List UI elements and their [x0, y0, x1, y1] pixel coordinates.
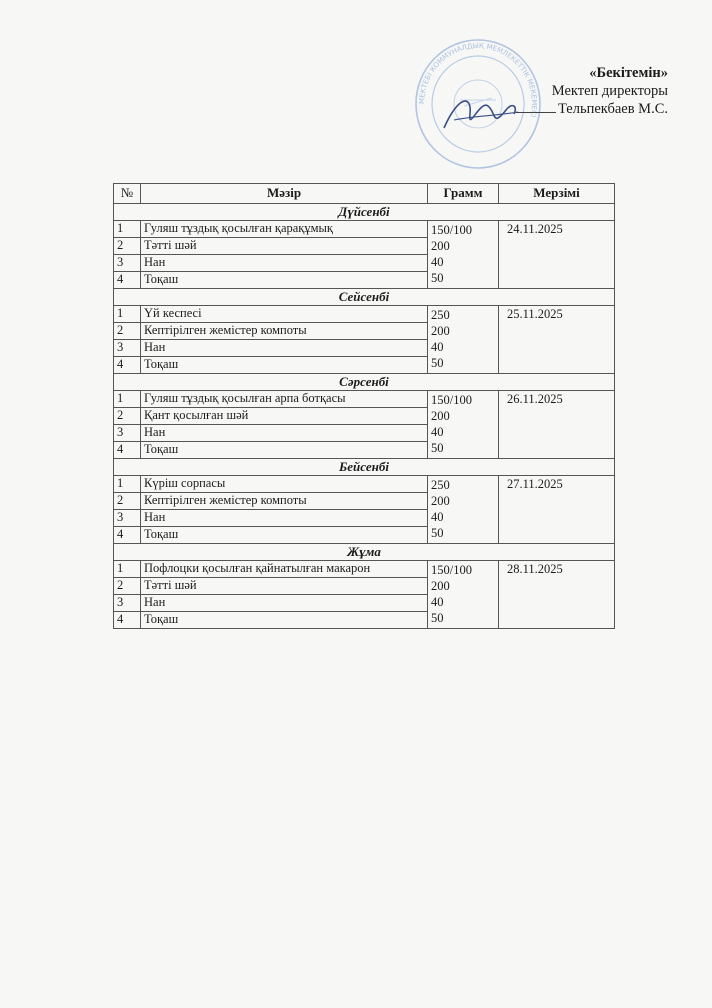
dish-name: Тәтті шәй [141, 238, 428, 255]
item-number: 2 [114, 323, 141, 340]
item-number: 3 [114, 340, 141, 357]
item-number: 4 [114, 527, 141, 544]
dish-name: Тоқаш [141, 527, 428, 544]
grams-value: 200 [431, 239, 450, 253]
grams-value: 40 [431, 340, 444, 354]
table-row [114, 391, 615, 408]
dish-name: Нан [141, 510, 428, 527]
grams-value: 250 [431, 478, 450, 492]
grams-value: 250 [431, 308, 450, 322]
dish-name: Нан [141, 340, 428, 357]
grams-value: 50 [431, 526, 444, 540]
dish-name: Гуляш тұздық қосылған қарақұмық [141, 221, 428, 238]
item-number: 4 [114, 272, 141, 289]
approval-position: Мектеп директоры [551, 83, 668, 99]
date-cell: 24.11.2025 [499, 221, 615, 289]
item-number: 2 [114, 408, 141, 425]
day-name: Бейсенбі [114, 459, 615, 476]
menu-body [114, 204, 615, 629]
item-number: 4 [114, 612, 141, 629]
grams-value: 200 [431, 494, 450, 508]
item-number: 1 [114, 561, 141, 578]
date-cell: 27.11.2025 [499, 476, 615, 544]
day-row [114, 459, 615, 476]
dish-name: Тәтті шәй [141, 578, 428, 595]
grams-value: 40 [431, 255, 444, 269]
dish-name: Тоқаш [141, 442, 428, 459]
grams-value: 150/100 [431, 223, 472, 237]
grams-value: 50 [431, 611, 444, 625]
grams-value: 200 [431, 409, 450, 423]
grams-value: 40 [431, 595, 444, 609]
dish-name: Гуляш тұздық қосылған арпа ботқасы [141, 391, 428, 408]
dish-name: Пофлоцки қосылған қайнатылған макарон [141, 561, 428, 578]
approval-signature-line [516, 100, 668, 118]
dish-name: Нан [141, 255, 428, 272]
item-number: 1 [114, 476, 141, 493]
dish-name: Тоқаш [141, 357, 428, 374]
day-name: Дүйсенбі [114, 204, 615, 221]
table-row [114, 561, 615, 578]
table-row [114, 306, 615, 323]
grams-value: 150/100 [431, 393, 472, 407]
dish-name: Күріш сорпасы [141, 476, 428, 493]
menu-table [113, 183, 615, 629]
approval-block [516, 64, 668, 118]
item-number: 3 [114, 425, 141, 442]
item-number: 1 [114, 391, 141, 408]
date-cell: 28.11.2025 [499, 561, 615, 629]
item-number: 3 [114, 255, 141, 272]
day-name: Сәрсенбі [114, 374, 615, 391]
dish-name: Үй кеспесі [141, 306, 428, 323]
header-row [114, 184, 615, 204]
grams-value: 200 [431, 324, 450, 338]
item-number: 4 [114, 357, 141, 374]
dish-name: Тоқаш [141, 272, 428, 289]
grams-value: 40 [431, 425, 444, 439]
dish-name: Қант қосылған шәй [141, 408, 428, 425]
day-name: Жұма [114, 544, 615, 561]
dish-name: Нан [141, 595, 428, 612]
dish-name: Кептірілген жемістер компоты [141, 323, 428, 340]
table-row [114, 221, 615, 238]
item-number: 2 [114, 578, 141, 595]
grams-value: 150/100 [431, 563, 472, 577]
day-row [114, 374, 615, 391]
dish-name: Кептірілген жемістер компоты [141, 493, 428, 510]
grams-cell [428, 391, 499, 459]
day-name: Сейсенбі [114, 289, 615, 306]
header-date: Мерзімі [499, 184, 615, 204]
item-number: 4 [114, 442, 141, 459]
day-row [114, 204, 615, 221]
item-number: 1 [114, 221, 141, 238]
grams-cell [428, 221, 499, 289]
approval-title: «Бекітемін» [589, 65, 668, 81]
grams-value: 50 [431, 356, 444, 370]
day-row [114, 544, 615, 561]
date-cell: 26.11.2025 [499, 391, 615, 459]
grams-value: 50 [431, 271, 444, 285]
item-number: 2 [114, 238, 141, 255]
dish-name: Нан [141, 425, 428, 442]
grams-cell [428, 306, 499, 374]
seal-text: МЕКТЕБІ КОММУНАЛДЫҚ МЕМЛЕКЕТТІК МЕКЕМЕСІ [417, 41, 539, 118]
dish-name: Тоқаш [141, 612, 428, 629]
date-cell: 25.11.2025 [499, 306, 615, 374]
approval-name: Тельпекбаев М.С. [557, 101, 668, 117]
grams-cell [428, 476, 499, 544]
table-row [114, 476, 615, 493]
grams-value: 200 [431, 579, 450, 593]
item-number: 1 [114, 306, 141, 323]
item-number: 3 [114, 510, 141, 527]
item-number: 3 [114, 595, 141, 612]
header-grams: Грамм [428, 184, 499, 204]
item-number: 2 [114, 493, 141, 510]
signature-underline [516, 112, 556, 113]
grams-value: 40 [431, 510, 444, 524]
grams-value: 50 [431, 441, 444, 455]
header-num: № [114, 184, 141, 204]
day-row [114, 289, 615, 306]
grams-cell [428, 561, 499, 629]
header-dish: Мәзір [141, 184, 428, 204]
